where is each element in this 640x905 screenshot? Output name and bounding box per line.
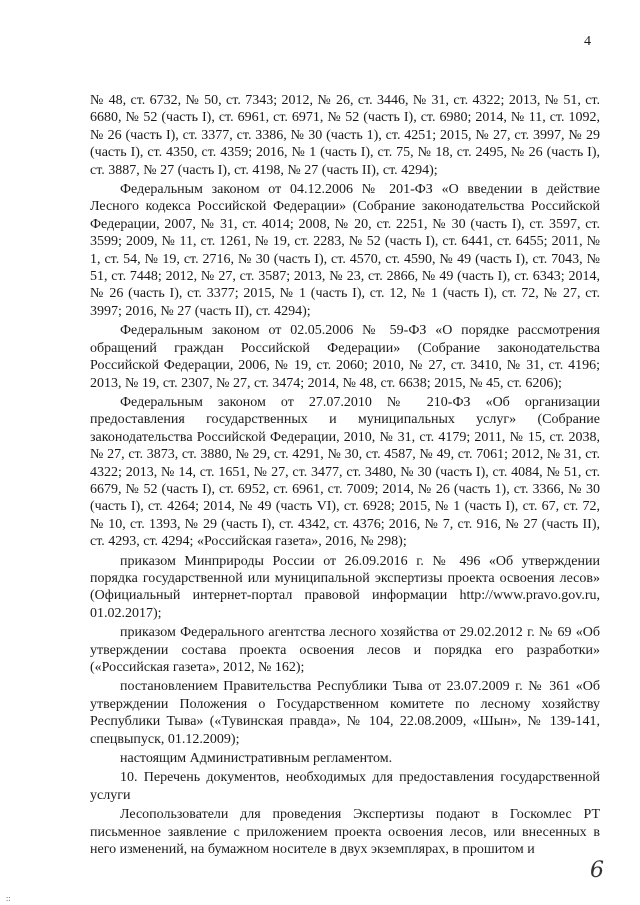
- paragraph-application-submission: Лесопользователи для проведения Экспертизы подают в Госкомлес РТ письменное заявление с приложением проекта освоения лесов, или внесенных в него изменений, на бумажном носителе в двух экземплярах, в прошитом и: [90, 807, 600, 858]
- paragraph-order-minprirody-496: приказом Минприроды России от 26.09.2016 г. № 496 «Об утверждении порядка государственной или муниципальной экспертизы проекта освоения лесов» (Официальный интернет-портал правовой информации http://www.pravo.gov.ru, 01.02.2017);: [90, 553, 600, 621]
- page-number: 4: [584, 34, 591, 49]
- section-heading-10: 10. Перечень документов, необходимых для предоставления государственной услуги: [90, 770, 600, 803]
- paragraph-this-regulation: настоящим Административным регламентом.: [120, 751, 393, 767]
- handwritten-page-mark: 6: [590, 858, 604, 883]
- paragraph-law-210-fz: Федеральным законом от 27.07.2010 № 210-ФЗ «Об организации предоставления государственных и муниципальных услуг» (Собрание законодательства Российской Федерации, 2010, № 31, ст. 4179; 2011, № 15, ст. 2038, № 27, ст. 3873, ст. 3880, № 29, ст. 4291, № 30, ст. 4587, № 49, ст. 7061; 2012, № 31, ст. 4322; 2013, № 14, ст. 1651, № 27, ст. 3477, ст. 3480, № 30 (часть I), ст. 4084, № 51, ст. 6679, № 52 (часть I), ст. 6952, ст. 6961, ст. 7009; 2014, № 26 (часть 1), ст. 3366, № 30 (часть I), ст. 4264; 2014, № 49 (часть VI), ст. 6928; 2015, № 1 (часть I), ст. 67, ст. 72, № 10, ст. 1393, № 29 (часть I), ст. 4342, ст. 4376; 2016, № 7, ст. 916, № 27 (часть II), ст. 4293, ст. 4294; «Российская газета», 2016, № 298);: [90, 394, 600, 550]
- corner-scan-mark: ::: [6, 894, 11, 903]
- document-body: [90, 92, 600, 858]
- paragraph-citation-continuation: № 48, ст. 6732, № 50, ст. 7343; 2012, № 26, ст. 3446, № 31, ст. 4322; 2013, № 51, ст. 6680, № 52 (часть I), ст. 6961, ст. 6971, № 52 (часть I), ст. 6980; 2014, № 11, ст. 1092, № 26 (часть I), ст. 3377, ст. 3386, № 30 (часть 1), ст. 4251; 2015, № 27, ст. 3997, № 29 (часть I), ст. 4350, ст. 4359; 2016, № 1 (часть I), ст. 75, № 18, ст. 2495, № 26 (часть I), ст. 3887, № 27 (часть I), ст. 4198, № 27 (часть II), ст. 4294);: [90, 93, 600, 178]
- paragraph-law-59-fz: Федеральным законом от 02.05.2006 № 59-ФЗ «О порядке рассмотрения обращений граждан Российской Федерации» (Собрание законодательства Российской Федерации, 2006, № 19, ст. 2060; 2010, № 27, ст. 3410, № 31, ст. 4196; 2013, № 19, ст. 2307, № 27, ст. 3474; 2014, № 48, ст. 6638; 2015, № 45, ст. 6206);: [90, 323, 600, 391]
- paragraph-resolution-tyva-361: постановлением Правительства Республики Тыва от 23.07.2009 г. № 361 «Об утверждении Положения о Государственном комитете по лесному хозяйству Республики Тыва» («Тувинская правда», № 104, 22.08.2009, «Шын», № 139-141, спецвыпуск, 01.12.2009);: [90, 679, 600, 747]
- paragraph-law-201-fz: Федеральным законом от 04.12.2006 № 201-ФЗ «О введении в действие Лесного кодекса Российской Федерации» (Собрание законодательства Российской Федерации, 2007, № 31, ст. 4014; 2008, № 20, ст. 2251, № 30 (часть I), ст. 3597, ст. 3599; 2009, № 11, ст. 1261, № 19, ст. 2283, № 52 (часть I), ст. 6441, ст. 6455; 2011, № 1, ст. 54, № 19, ст. 2716, № 30 (часть I), ст. 4570, ст. 4590, № 49 (часть I), ст. 7043, № 51, ст. 7448; 2012, № 27, ст. 3587; 2013, № 23, ст. 2866, № 49 (часть I), ст. 6343; 2014, № 26 (часть I), ст. 3377; 2015, № 1 (часть I), ст. 12, № 1 (часть I), ст. 72, № 27, ст. 3997; 2016, № 27 (часть II), ст. 4294);: [90, 182, 600, 319]
- paragraph-order-rosleshoz-69: приказом Федерального агентства лесного хозяйства от 29.02.2012 г. № 69 «Об утверждении состава проекта освоения лесов и порядка его разработки» («Российская газета», 2012, № 162);: [90, 625, 600, 675]
